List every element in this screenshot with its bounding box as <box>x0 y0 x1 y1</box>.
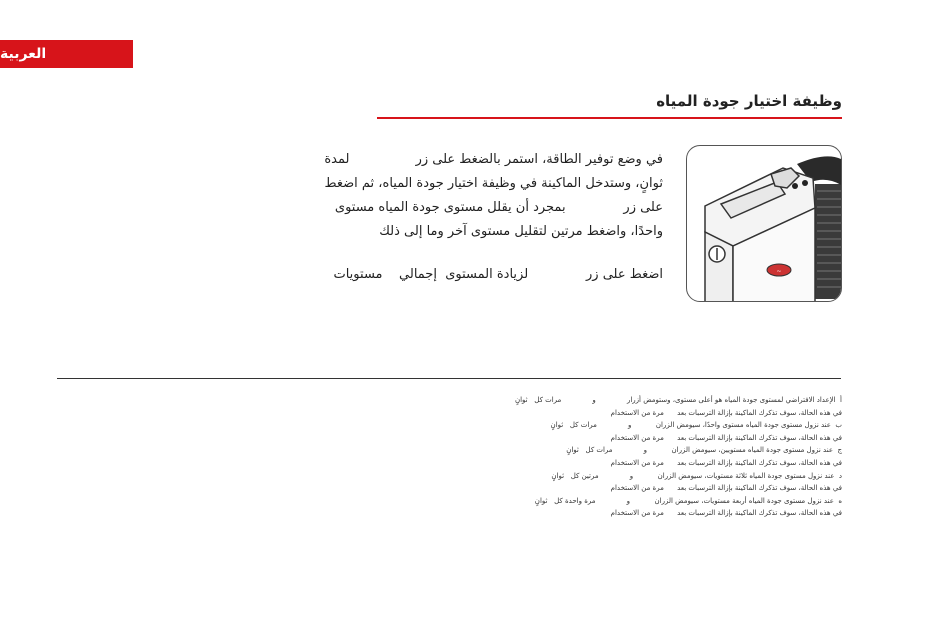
svg-text:~: ~ <box>776 268 782 275</box>
language-tab[interactable]: العربية <box>0 40 133 68</box>
footnote-line: ه عند نزول مستوى جودة المياه أربعة مستويات، سيومض الزران و مرة واحدة كل ثوانٍ <box>534 496 842 505</box>
instruction-paragraph <box>324 148 663 244</box>
title-underline <box>377 117 842 119</box>
coffee-machine-illustration <box>686 145 842 302</box>
footnote-line: في هذه الحالة، سوف تذكرك الماكينة بإزالة الترسبات بعد مرة من الاستخدام <box>610 458 842 467</box>
footnote-line: أ الإعداد الافتراضي لمستوى جودة المياه هو أعلى مستوى، وستومض أزرار و مرات كل ثوانٍ <box>514 396 842 404</box>
footnote-line: د عند نزول مستوى جودة المياه ثلاثة مستويات، سيومض الزران و مرتين كل ثوانٍ <box>551 471 842 480</box>
section-title: وظيفة اختيار جودة المياه <box>656 92 842 110</box>
increase-level-instruction <box>333 263 663 287</box>
footnote-line: في هذه الحالة، سوف تذكرك الماكينة بإزالة الترسبات بعد مرة من الاستخدام <box>610 408 842 417</box>
text-line: في وضع توفير الطاقة، استمر بالضغط على زر لمدة <box>324 152 663 167</box>
footnotes <box>514 394 842 520</box>
text-line: ثوانٍ، وستدخل الماكينة في وظيفة اختيار جودة المياه، ثم اضغط <box>324 176 663 191</box>
footnote-line: ب عند نزول مستوى جودة المياه مستوى واحدًا، سيومض الزران و مرات كل ثوانٍ <box>550 421 842 430</box>
footnote-line: في هذه الحالة، سوف تذكرك الماكينة بإزالة الترسبات بعد مرة من الاستخدام <box>610 433 842 442</box>
footnote-line: ج عند نزول مستوى جودة المياه مستويين، سيومض الزران و مرات كل ثوانٍ <box>566 446 842 455</box>
footnote-line: في هذه الحالة، سوف تذكرك الماكينة بإزالة الترسبات بعد مرة من الاستخدام <box>610 484 842 493</box>
footnote-divider <box>57 378 841 379</box>
text-line: على زر بمجرد أن يقلل مستوى جودة المياه مستوى <box>334 200 663 215</box>
text-line: واحدًا، واضغط مرتين لتقليل مستوى آخر وما إلى ذلك <box>379 224 663 239</box>
footnote-line: في هذه الحالة، سوف تذكرك الماكينة بإزالة الترسبات بعد مرة من الاستخدام <box>610 509 842 518</box>
text-line: اضغط على زر لزيادة المستوى إجمالي مستويات <box>333 267 663 282</box>
